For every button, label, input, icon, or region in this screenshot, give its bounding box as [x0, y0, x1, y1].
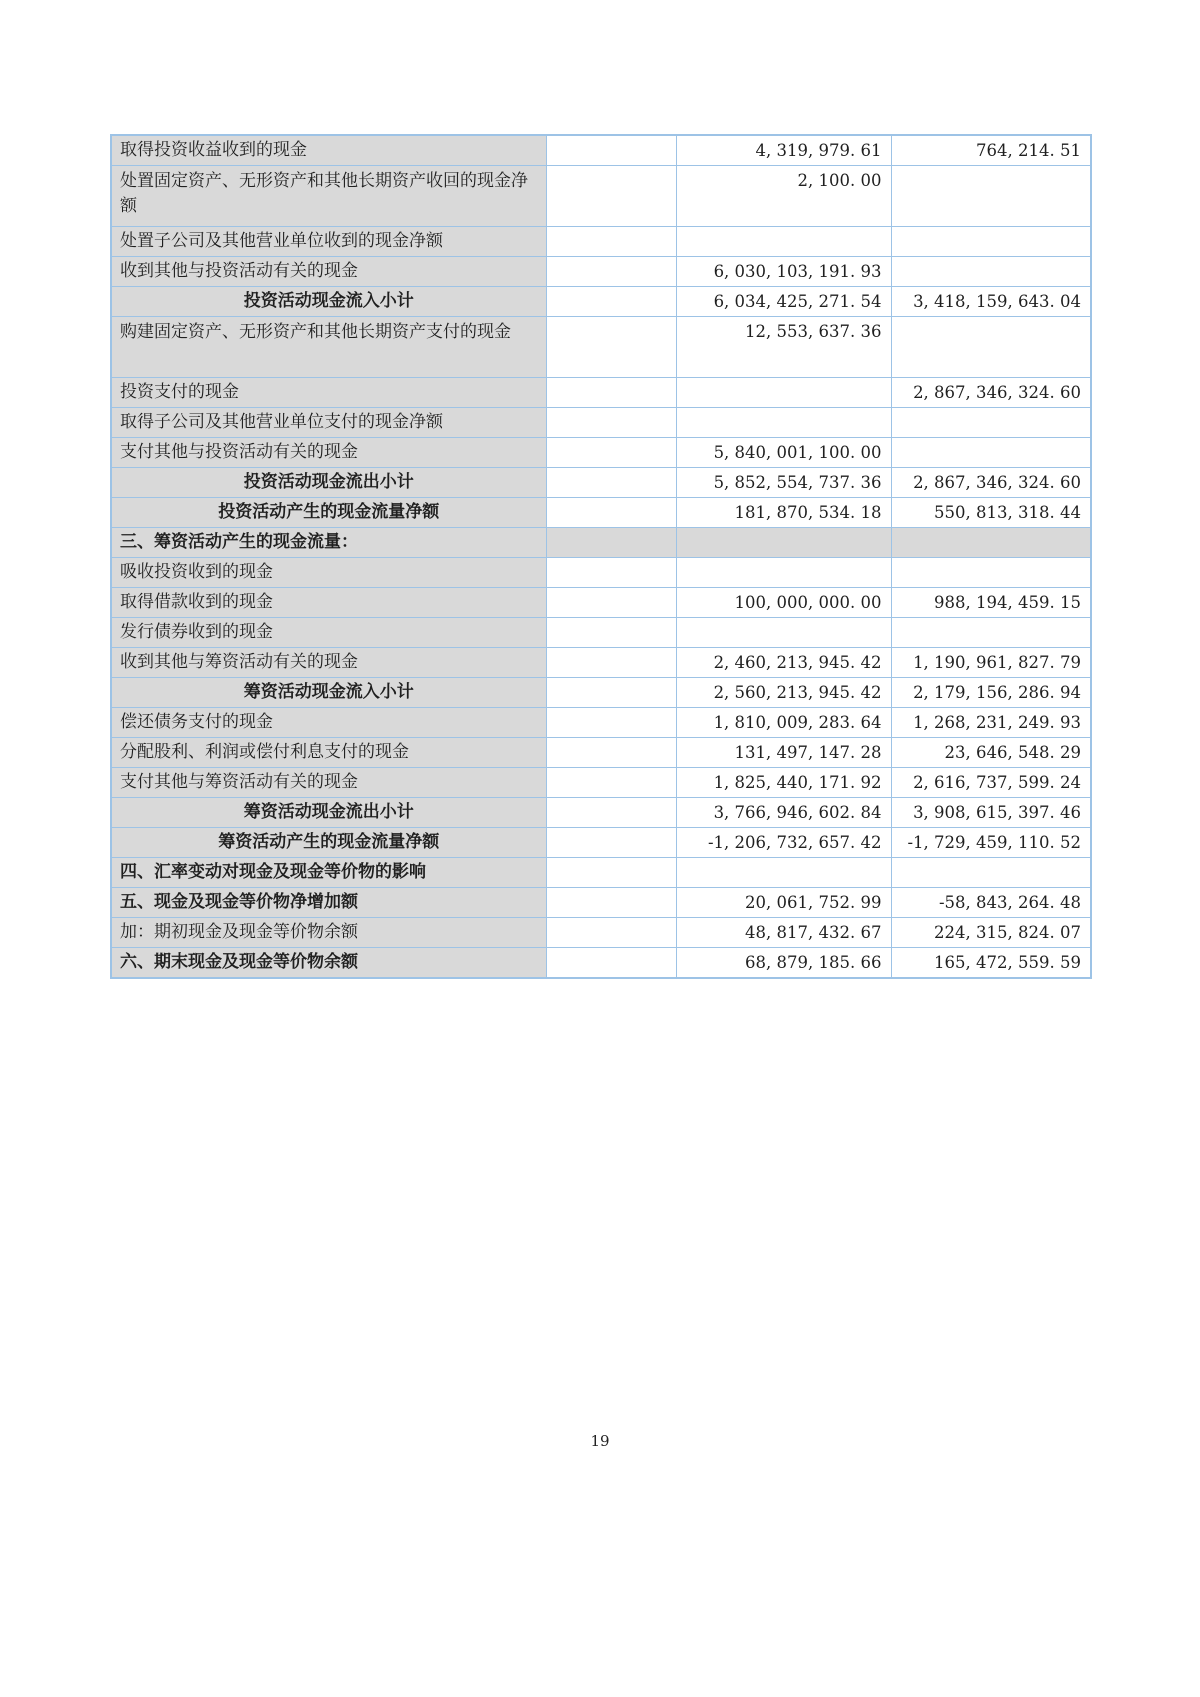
table-row [111, 408, 1091, 438]
cell-prior-23: -58, 843, 264. 48 [891, 888, 1091, 918]
cash-flow-table [110, 134, 1092, 979]
cell-label-13: 取得借款收到的现金 [111, 588, 546, 618]
cell-current-17: 1, 810, 009, 283. 64 [676, 708, 891, 738]
cell-current-9: 5, 852, 554, 737. 36 [676, 468, 891, 498]
cell-notes-24 [546, 918, 676, 948]
cell-label-16: 筹资活动现金流入小计 [111, 678, 546, 708]
cash-flow-table-body [111, 135, 1091, 978]
cell-notes-19 [546, 768, 676, 798]
cell-label-2: 处置子公司及其他营业单位收到的现金净额 [111, 227, 546, 257]
cell-notes-15 [546, 648, 676, 678]
cell-notes-1 [546, 166, 676, 227]
table-row [111, 618, 1091, 648]
table-row [111, 166, 1091, 227]
cell-label-9: 投资活动现金流出小计 [111, 468, 546, 498]
cell-prior-5 [891, 317, 1091, 378]
cell-prior-19: 2, 616, 737, 599. 24 [891, 768, 1091, 798]
cell-current-21: -1, 206, 732, 657. 42 [676, 828, 891, 858]
cell-label-19: 支付其他与筹资活动有关的现金 [111, 768, 546, 798]
cell-current-25: 68, 879, 185. 66 [676, 948, 891, 979]
cell-label-5: 购建固定资产、无形资产和其他长期资产支付的现金 [111, 317, 546, 378]
table-row [111, 558, 1091, 588]
cell-notes-12 [546, 558, 676, 588]
table-row [111, 287, 1091, 317]
cell-prior-11 [891, 528, 1091, 558]
cell-current-5: 12, 553, 637. 36 [676, 317, 891, 378]
cell-label-14: 发行债券收到的现金 [111, 618, 546, 648]
cell-notes-20 [546, 798, 676, 828]
cell-label-21: 筹资活动产生的现金流量净额 [111, 828, 546, 858]
cell-current-16: 2, 560, 213, 945. 42 [676, 678, 891, 708]
cell-prior-7 [891, 408, 1091, 438]
cell-notes-17 [546, 708, 676, 738]
cell-prior-1 [891, 166, 1091, 227]
cell-notes-22 [546, 858, 676, 888]
cell-prior-21: -1, 729, 459, 110. 52 [891, 828, 1091, 858]
cell-current-24: 48, 817, 432. 67 [676, 918, 891, 948]
table-row [111, 528, 1091, 558]
cell-current-22 [676, 858, 891, 888]
cell-notes-4 [546, 287, 676, 317]
cell-label-6: 投资支付的现金 [111, 378, 546, 408]
cell-prior-0: 764, 214. 51 [891, 135, 1091, 166]
cell-notes-18 [546, 738, 676, 768]
cell-notes-2 [546, 227, 676, 257]
cell-notes-23 [546, 888, 676, 918]
cell-notes-11 [546, 528, 676, 558]
cell-label-18: 分配股利、利润或偿付利息支付的现金 [111, 738, 546, 768]
table-row [111, 648, 1091, 678]
cell-prior-2 [891, 227, 1091, 257]
table-row [111, 888, 1091, 918]
cell-label-22: 四、汇率变动对现金及现金等价物的影响 [111, 858, 546, 888]
cell-current-12 [676, 558, 891, 588]
cell-notes-16 [546, 678, 676, 708]
table-row [111, 948, 1091, 979]
cell-prior-20: 3, 908, 615, 397. 46 [891, 798, 1091, 828]
cell-current-8: 5, 840, 001, 100. 00 [676, 438, 891, 468]
cell-notes-0 [546, 135, 676, 166]
cell-label-23: 五、现金及现金等价物净增加额 [111, 888, 546, 918]
cell-prior-16: 2, 179, 156, 286. 94 [891, 678, 1091, 708]
cell-current-11 [676, 528, 891, 558]
cell-prior-8 [891, 438, 1091, 468]
cell-notes-13 [546, 588, 676, 618]
cell-label-25: 六、期末现金及现金等价物余额 [111, 948, 546, 979]
table-row [111, 257, 1091, 287]
cell-label-4: 投资活动现金流入小计 [111, 287, 546, 317]
cell-notes-10 [546, 498, 676, 528]
cell-current-1: 2, 100. 00 [676, 166, 891, 227]
cell-label-8: 支付其他与投资活动有关的现金 [111, 438, 546, 468]
table-row [111, 317, 1091, 378]
cell-label-17: 偿还债务支付的现金 [111, 708, 546, 738]
cell-current-10: 181, 870, 534. 18 [676, 498, 891, 528]
cell-label-10: 投资活动产生的现金流量净额 [111, 498, 546, 528]
cell-prior-25: 165, 472, 559. 59 [891, 948, 1091, 979]
cell-prior-14 [891, 618, 1091, 648]
table-row [111, 708, 1091, 738]
cell-current-13: 100, 000, 000. 00 [676, 588, 891, 618]
cell-prior-22 [891, 858, 1091, 888]
cell-prior-13: 988, 194, 459. 15 [891, 588, 1091, 618]
cell-current-3: 6, 030, 103, 191. 93 [676, 257, 891, 287]
cell-current-6 [676, 378, 891, 408]
cell-prior-9: 2, 867, 346, 324. 60 [891, 468, 1091, 498]
cell-prior-18: 23, 646, 548. 29 [891, 738, 1091, 768]
table-row [111, 588, 1091, 618]
cell-current-4: 6, 034, 425, 271. 54 [676, 287, 891, 317]
cell-prior-3 [891, 257, 1091, 287]
table-row [111, 378, 1091, 408]
table-row [111, 768, 1091, 798]
cell-label-20: 筹资活动现金流出小计 [111, 798, 546, 828]
cell-prior-17: 1, 268, 231, 249. 93 [891, 708, 1091, 738]
cell-notes-3 [546, 257, 676, 287]
cell-notes-25 [546, 948, 676, 979]
cell-notes-6 [546, 378, 676, 408]
cell-label-3: 收到其他与投资活动有关的现金 [111, 257, 546, 287]
cell-prior-6: 2, 867, 346, 324. 60 [891, 378, 1091, 408]
cell-label-7: 取得子公司及其他营业单位支付的现金净额 [111, 408, 546, 438]
cell-label-0: 取得投资收益收到的现金 [111, 135, 546, 166]
table-row [111, 678, 1091, 708]
table-row [111, 438, 1091, 468]
cell-label-11: 三、筹资活动产生的现金流量： [111, 528, 546, 558]
cell-notes-14 [546, 618, 676, 648]
cell-label-1: 处置固定资产、无形资产和其他长期资产收回的现金净额 [111, 166, 546, 227]
cell-current-19: 1, 825, 440, 171. 92 [676, 768, 891, 798]
cell-notes-7 [546, 408, 676, 438]
cell-current-7 [676, 408, 891, 438]
cell-notes-5 [546, 317, 676, 378]
table-row [111, 798, 1091, 828]
cell-label-12: 吸收投资收到的现金 [111, 558, 546, 588]
cell-notes-9 [546, 468, 676, 498]
table-row [111, 918, 1091, 948]
cell-label-15: 收到其他与筹资活动有关的现金 [111, 648, 546, 678]
table-row [111, 828, 1091, 858]
cell-notes-8 [546, 438, 676, 468]
table-row [111, 738, 1091, 768]
cell-current-15: 2, 460, 213, 945. 42 [676, 648, 891, 678]
cash-flow-statement [110, 134, 1090, 979]
cell-current-20: 3, 766, 946, 602. 84 [676, 798, 891, 828]
table-row [111, 468, 1091, 498]
cell-prior-12 [891, 558, 1091, 588]
table-row [111, 227, 1091, 257]
cell-current-2 [676, 227, 891, 257]
cell-prior-10: 550, 813, 318. 44 [891, 498, 1091, 528]
cell-current-14 [676, 618, 891, 648]
table-row [111, 135, 1091, 166]
page-number: 19 [590, 1432, 610, 1450]
cell-notes-21 [546, 828, 676, 858]
table-row [111, 858, 1091, 888]
cell-current-0: 4, 319, 979. 61 [676, 135, 891, 166]
table-row [111, 498, 1091, 528]
cell-current-23: 20, 061, 752. 99 [676, 888, 891, 918]
cell-prior-24: 224, 315, 824. 07 [891, 918, 1091, 948]
cell-current-18: 131, 497, 147. 28 [676, 738, 891, 768]
cell-label-24: 加：期初现金及现金等价物余额 [111, 918, 546, 948]
cell-prior-4: 3, 418, 159, 643. 04 [891, 287, 1091, 317]
cell-prior-15: 1, 190, 961, 827. 79 [891, 648, 1091, 678]
